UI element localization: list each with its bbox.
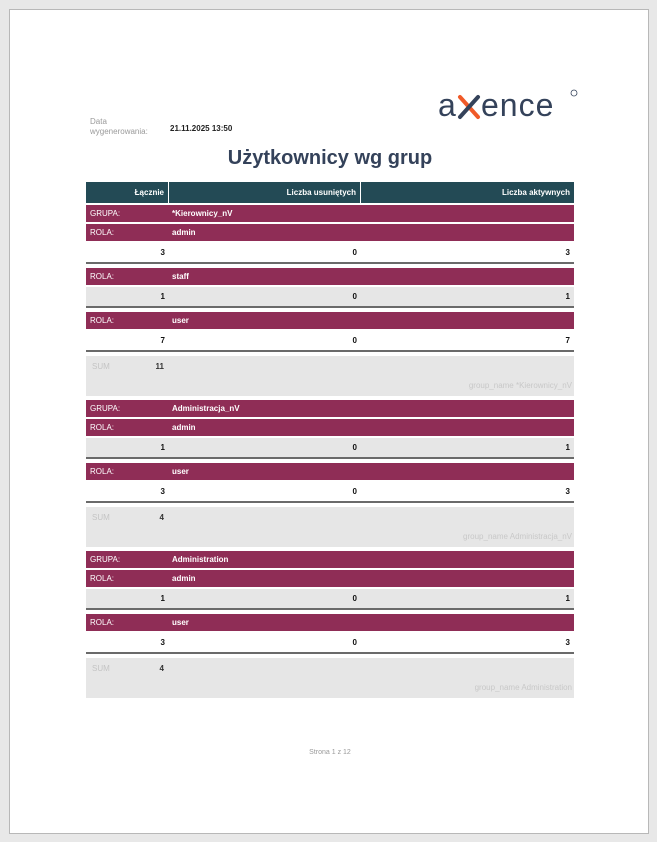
group-row	[86, 400, 574, 417]
group-sum	[86, 658, 574, 698]
total-cell: 7	[160, 336, 165, 345]
header-active: Liczba aktywnych	[501, 188, 570, 197]
active-cell: 3	[565, 248, 570, 257]
data-row	[86, 633, 574, 654]
role-row	[86, 312, 574, 329]
total-cell: 1	[160, 443, 165, 452]
role-label: ROLA:	[90, 423, 115, 432]
active-cell: 1	[565, 594, 570, 603]
role-name: user	[172, 467, 189, 476]
deleted-cell: 0	[352, 248, 357, 257]
role-label: ROLA:	[90, 618, 115, 627]
role-label: ROLA:	[90, 316, 115, 325]
deleted-cell: 0	[352, 638, 357, 647]
sum-group-name: group_name Administracja_nV	[463, 532, 572, 541]
group-row	[86, 551, 574, 568]
role-row	[86, 224, 574, 241]
role-name: user	[172, 316, 189, 325]
sum-value: 4	[159, 664, 164, 673]
table-header	[86, 182, 574, 203]
data-row	[86, 287, 574, 308]
report-table	[86, 182, 574, 702]
header-deleted: Liczba usuniętych	[169, 182, 361, 203]
group-label: GRUPA:	[90, 404, 121, 413]
role-name: admin	[172, 423, 196, 432]
data-row	[86, 482, 574, 503]
group-sum	[86, 507, 574, 547]
role-label: ROLA:	[90, 228, 115, 237]
report-page	[9, 9, 649, 834]
role-name: user	[172, 618, 189, 627]
role-name: staff	[172, 272, 189, 281]
axence-logo	[438, 84, 578, 124]
role-row	[86, 419, 574, 436]
role-name: admin	[172, 228, 196, 237]
data-row	[86, 331, 574, 352]
role-label: ROLA:	[90, 272, 115, 281]
report-title: Użytkownicy wg grup	[227, 147, 433, 169]
total-cell: 1	[160, 292, 165, 301]
deleted-cell: 0	[352, 292, 357, 301]
sum-label: SUM	[92, 513, 110, 522]
svg-text:ence: ence	[481, 87, 555, 123]
group-sum	[86, 356, 574, 396]
deleted-cell: 0	[352, 336, 357, 345]
active-cell: 3	[565, 638, 570, 647]
group-name: *Kierownicy_nV	[172, 209, 233, 218]
page-number: Strona 1 z 12	[309, 749, 351, 756]
data-row	[86, 589, 574, 610]
active-cell: 3	[565, 487, 570, 496]
sum-value: 11	[155, 362, 164, 371]
sum-label: SUM	[92, 664, 110, 673]
deleted-cell: 0	[352, 594, 357, 603]
generated-date-value: 21.11.2025 13:50	[170, 124, 233, 133]
total-cell: 1	[160, 594, 165, 603]
role-row	[86, 614, 574, 631]
svg-text:a: a	[438, 87, 457, 123]
sum-group-name: group_name *Kierownicy_nV	[468, 381, 572, 390]
sum-value: 4	[159, 513, 164, 522]
sum-label: SUM	[92, 362, 110, 371]
total-cell: 3	[160, 487, 165, 496]
group-row	[86, 205, 574, 222]
active-cell: 1	[565, 292, 570, 301]
group-name: Administration	[172, 555, 229, 564]
role-label: ROLA:	[90, 574, 115, 583]
group-label: GRUPA:	[90, 555, 121, 564]
role-row	[86, 463, 574, 480]
data-row	[86, 243, 574, 264]
total-cell: 3	[160, 248, 165, 257]
group-name: Administracja_nV	[172, 404, 240, 413]
role-label: ROLA:	[90, 467, 115, 476]
deleted-cell: 0	[352, 487, 357, 496]
role-name: admin	[172, 574, 196, 583]
active-cell: 7	[565, 336, 570, 345]
group-label: GRUPA:	[90, 209, 121, 218]
generated-date-label: Data wygenerowania:	[90, 117, 148, 136]
deleted-cell: 0	[352, 443, 357, 452]
role-row	[86, 268, 574, 285]
header-total: Łącznie	[86, 182, 169, 203]
data-row	[86, 438, 574, 459]
total-cell: 3	[160, 638, 165, 647]
active-cell: 1	[565, 443, 570, 452]
role-row	[86, 570, 574, 587]
sum-group-name: group_name Administration	[474, 683, 572, 692]
